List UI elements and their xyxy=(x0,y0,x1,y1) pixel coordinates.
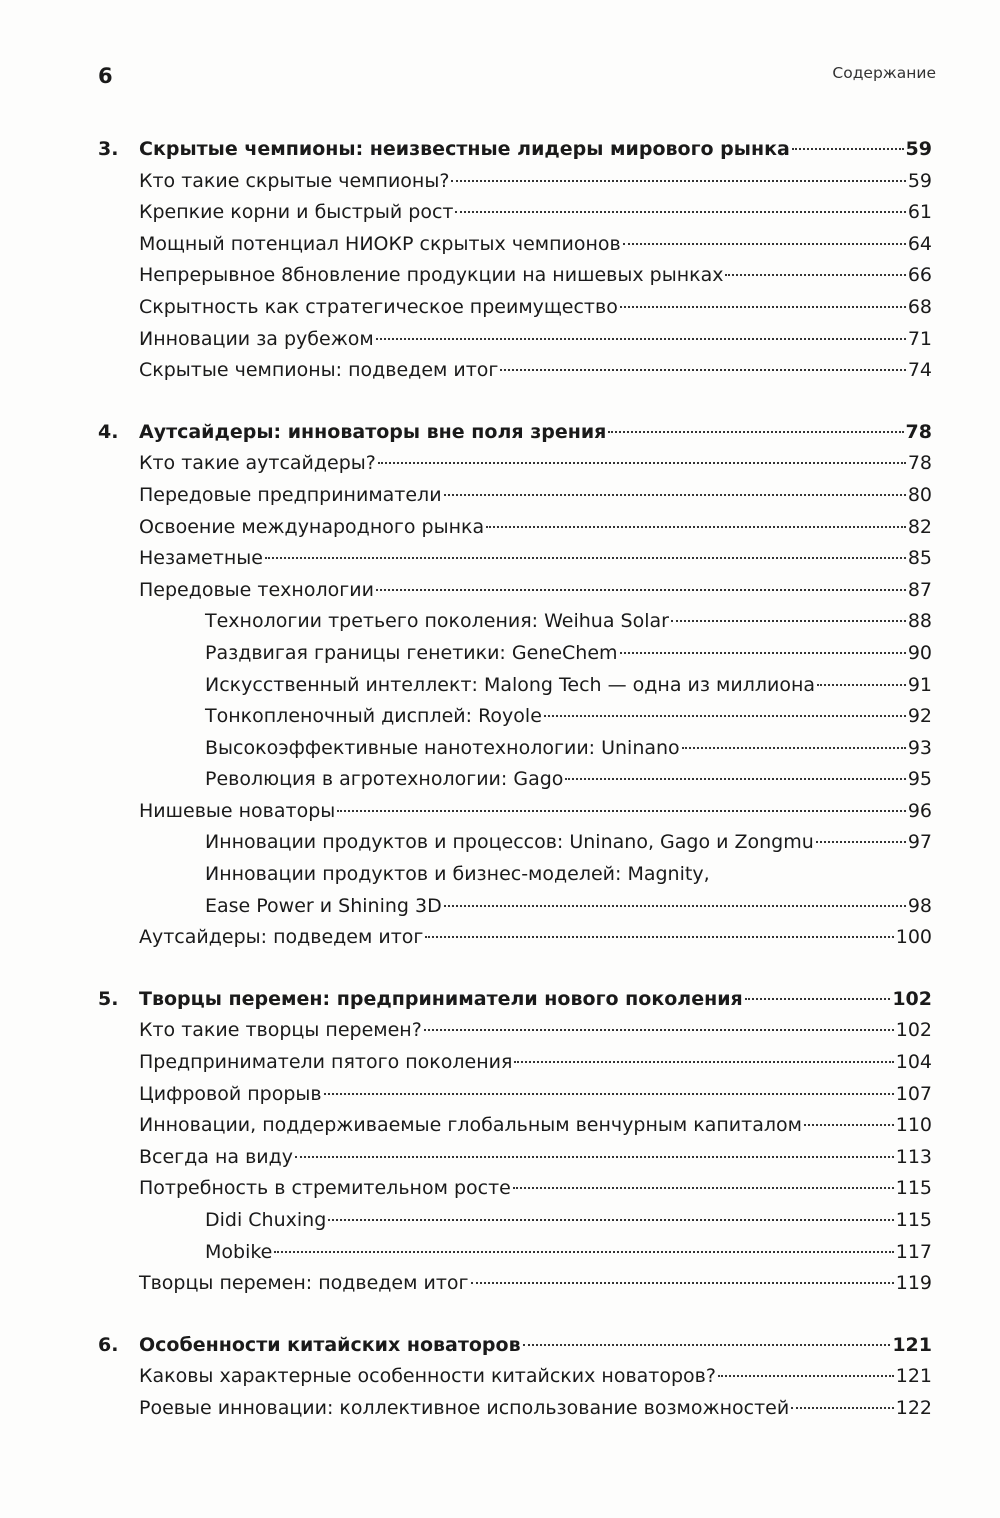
dot-leader xyxy=(544,715,906,717)
entry-page: 61 xyxy=(907,201,932,224)
dot-leader xyxy=(817,684,906,686)
dot-leader xyxy=(725,274,905,276)
dot-leader xyxy=(324,1093,894,1095)
entry-page: 91 xyxy=(907,673,932,696)
entry-title: Раздвигая границы генетики: GeneChem xyxy=(205,641,618,664)
entry-title: Скрытность как стратегическое преимущество xyxy=(139,295,618,318)
chapter-6 xyxy=(98,1330,932,1425)
chapter-heading[interactable] xyxy=(98,984,932,1016)
chapter-number: 3. xyxy=(98,138,119,160)
entry-title: Незаметные xyxy=(139,547,263,570)
entry-page: 78 xyxy=(907,452,932,475)
chapter-number: 4. xyxy=(98,420,119,443)
entry-page: 121 xyxy=(895,1365,932,1388)
entry-title: Роевые инновации: коллективное использование возможностей xyxy=(139,1396,790,1419)
dot-leader xyxy=(444,494,906,496)
entry-title: Непрерывное 8бновление продукции на нишевых рынках xyxy=(139,264,724,287)
toc-subentry-line2[interactable] xyxy=(98,891,932,923)
entry-page: 110 xyxy=(895,1114,932,1137)
entry-title-continued: Ease Power и Shining 3D xyxy=(205,894,442,917)
toc-entry[interactable] xyxy=(98,1015,932,1047)
entry-page: 71 xyxy=(907,327,932,350)
toc-subentry[interactable] xyxy=(98,827,932,859)
toc-entry[interactable] xyxy=(98,166,932,198)
dot-leader xyxy=(620,652,906,654)
entry-page: 96 xyxy=(907,799,932,822)
toc-entry[interactable] xyxy=(98,260,932,292)
toc-subentry[interactable] xyxy=(98,1237,932,1269)
entry-page: 98 xyxy=(907,894,932,917)
entry-page: 66 xyxy=(907,264,932,287)
entry-page: 113 xyxy=(895,1145,932,1168)
entry-page: 117 xyxy=(895,1240,932,1263)
entry-title: Каковы характерные особенности китайских новаторов? xyxy=(139,1365,716,1388)
chapter-page: 59 xyxy=(905,138,932,160)
dot-leader xyxy=(265,557,906,559)
toc-subentry[interactable] xyxy=(98,764,932,796)
toc-subentry[interactable] xyxy=(98,606,932,638)
entry-page: 97 xyxy=(907,831,932,854)
entry-page: 80 xyxy=(907,483,932,506)
entry-page: 92 xyxy=(907,705,932,728)
entry-title: Скрытые чемпионы: подведем итог xyxy=(139,359,499,382)
dot-leader xyxy=(274,1251,893,1253)
toc-entry[interactable] xyxy=(98,448,932,480)
chapter-3 xyxy=(98,134,932,387)
dot-leader xyxy=(444,905,906,907)
dot-leader xyxy=(424,1029,894,1031)
entry-page: 115 xyxy=(895,1177,932,1200)
dot-leader xyxy=(328,1219,893,1221)
dot-leader xyxy=(718,1375,894,1377)
dot-leader xyxy=(376,338,906,340)
entry-title: Творцы перемен: подведем итог xyxy=(139,1272,469,1295)
dot-leader xyxy=(500,369,905,371)
entry-title: Революция в агротехнологии: Gago xyxy=(205,768,564,791)
dot-leader xyxy=(671,620,906,622)
entry-title: Mobike xyxy=(205,1240,273,1263)
dot-leader xyxy=(523,1344,891,1346)
dot-leader xyxy=(804,1124,894,1126)
entry-title: Аутсайдеры: подведем итог xyxy=(139,926,424,949)
toc-entry[interactable] xyxy=(98,480,932,512)
toc-entry[interactable] xyxy=(98,1047,932,1079)
toc-entry[interactable] xyxy=(98,229,932,261)
toc-entry[interactable] xyxy=(98,575,932,607)
dot-leader xyxy=(745,998,891,1000)
dot-leader xyxy=(682,747,906,749)
table-of-contents xyxy=(98,134,932,1455)
chapter-5 xyxy=(98,984,932,1300)
chapter-page: 78 xyxy=(905,420,932,443)
entry-page: 102 xyxy=(895,1019,932,1042)
entry-page: 119 xyxy=(895,1272,932,1295)
toc-entry[interactable] xyxy=(98,1079,932,1111)
dot-leader xyxy=(376,589,906,591)
entry-page: 87 xyxy=(907,578,932,601)
entry-title: Мощный потенциал НИОКР скрытых чемпионов xyxy=(139,232,621,255)
chapter-4 xyxy=(98,417,932,954)
chapter-number: 6. xyxy=(98,1333,119,1356)
entry-page: 104 xyxy=(895,1051,932,1074)
chapter-heading[interactable] xyxy=(98,1330,932,1362)
dot-leader xyxy=(565,778,905,780)
entry-title: Предприниматели пятого поколения xyxy=(139,1051,513,1074)
chapter-number: 5. xyxy=(98,987,119,1010)
running-head: Содержание xyxy=(832,64,936,82)
chapter-heading[interactable] xyxy=(98,134,932,166)
page-number: 6 xyxy=(98,64,113,88)
entry-title: Всегда на виду xyxy=(139,1145,294,1168)
entry-page: 82 xyxy=(907,515,932,538)
dot-leader xyxy=(486,526,906,528)
entry-title: Нишевые новаторы xyxy=(139,799,336,822)
entry-page: 68 xyxy=(907,295,932,318)
entry-page: 115 xyxy=(895,1209,932,1231)
chapter-page: 102 xyxy=(892,987,932,1010)
toc-entry[interactable] xyxy=(98,512,932,544)
chapter-title: Творцы перемен: предприниматели нового поколения xyxy=(139,987,743,1010)
entry-title: Передовые технологии xyxy=(139,578,374,601)
entry-title: Передовые предприниматели xyxy=(139,483,442,506)
entry-title: Инновации за рубежом xyxy=(139,327,374,350)
toc-entry[interactable] xyxy=(98,292,932,324)
entry-title: Кто такие аутсайдеры? xyxy=(139,452,376,475)
entry-title: Инновации, поддерживаемые глобальным венчурным капиталом xyxy=(139,1114,802,1137)
entry-page: 107 xyxy=(895,1082,932,1105)
dot-leader xyxy=(791,1407,894,1409)
toc-entry[interactable] xyxy=(98,1361,932,1393)
chapter-title: Скрытые чемпионы: неизвестные лидеры мирового рынка xyxy=(139,138,790,160)
toc-entry[interactable] xyxy=(98,324,932,356)
toc-entry[interactable] xyxy=(98,1173,932,1205)
dot-leader xyxy=(425,936,893,938)
entry-title: Искусственный интеллект: Malong Tech — одна из миллиона xyxy=(205,673,816,696)
dot-leader xyxy=(608,431,903,433)
entry-title: Технологии третьего поколения: Weihua Solar xyxy=(205,610,669,633)
entry-title: Освоение международного рынка xyxy=(139,515,485,538)
dot-leader xyxy=(295,1156,894,1158)
entry-page: 59 xyxy=(907,169,932,192)
dot-leader xyxy=(514,1061,893,1063)
chapter-title: Аутсайдеры: инноваторы вне поля зрения xyxy=(139,420,607,443)
entry-title: Кто такие творцы перемен? xyxy=(139,1019,422,1042)
toc-entry[interactable] xyxy=(98,1268,932,1300)
entry-title: Потребность в стремительном росте xyxy=(139,1177,511,1200)
dot-leader xyxy=(455,211,905,213)
dot-leader xyxy=(451,180,905,182)
entry-title: Тонкопленочный дисплей: Royole xyxy=(205,705,542,728)
toc-subentry-line1[interactable] xyxy=(98,859,932,891)
entry-title: Didi Chuxing xyxy=(205,1209,327,1231)
chapter-heading[interactable] xyxy=(98,417,932,449)
entry-title: Кто такие скрытые чемпионы? xyxy=(139,169,450,192)
entry-page: 90 xyxy=(907,641,932,664)
dot-leader xyxy=(623,243,906,245)
toc-entry[interactable] xyxy=(98,543,932,575)
dot-leader xyxy=(337,810,906,812)
entry-title: Высокоэффективные нанотехнологии: Uninano xyxy=(205,736,680,759)
toc-entry[interactable] xyxy=(98,922,932,954)
dot-leader xyxy=(513,1187,894,1189)
dot-leader xyxy=(378,462,906,464)
toc-entry[interactable] xyxy=(98,796,932,828)
toc-entry[interactable] xyxy=(98,355,932,387)
dot-leader xyxy=(792,148,904,150)
entry-page: 88 xyxy=(907,610,932,633)
dot-leader xyxy=(620,306,906,308)
toc-subentry[interactable] xyxy=(98,638,932,670)
chapter-page: 121 xyxy=(892,1333,932,1356)
toc-subentry[interactable] xyxy=(98,1205,932,1237)
entry-title: Крепкие корни и быстрый рост xyxy=(139,201,454,224)
toc-subentry[interactable] xyxy=(98,701,932,733)
entry-page: 95 xyxy=(907,768,932,791)
toc-entry[interactable] xyxy=(98,1142,932,1174)
dot-leader xyxy=(816,841,906,843)
toc-subentry[interactable] xyxy=(98,670,932,702)
entry-page: 93 xyxy=(907,736,932,759)
entry-title: Цифровой прорыв xyxy=(139,1082,322,1105)
entry-page: 74 xyxy=(907,359,932,382)
chapter-title: Особенности китайских новаторов xyxy=(139,1333,521,1356)
entry-page: 100 xyxy=(895,926,932,949)
toc-entry[interactable] xyxy=(98,197,932,229)
toc-entry[interactable] xyxy=(98,1393,932,1425)
entry-title: Инновации продуктов и процессов: Uninano, Gago и Zongmu xyxy=(205,831,814,854)
toc-entry[interactable] xyxy=(98,1110,932,1142)
entry-title: Инновации продуктов и бизнес-моделей: Magnity, xyxy=(205,863,710,886)
toc-subentry[interactable] xyxy=(98,733,932,765)
entry-page: 85 xyxy=(907,547,932,570)
entry-page: 122 xyxy=(895,1396,932,1419)
entry-page: 64 xyxy=(907,232,932,255)
dot-leader xyxy=(471,1282,894,1284)
